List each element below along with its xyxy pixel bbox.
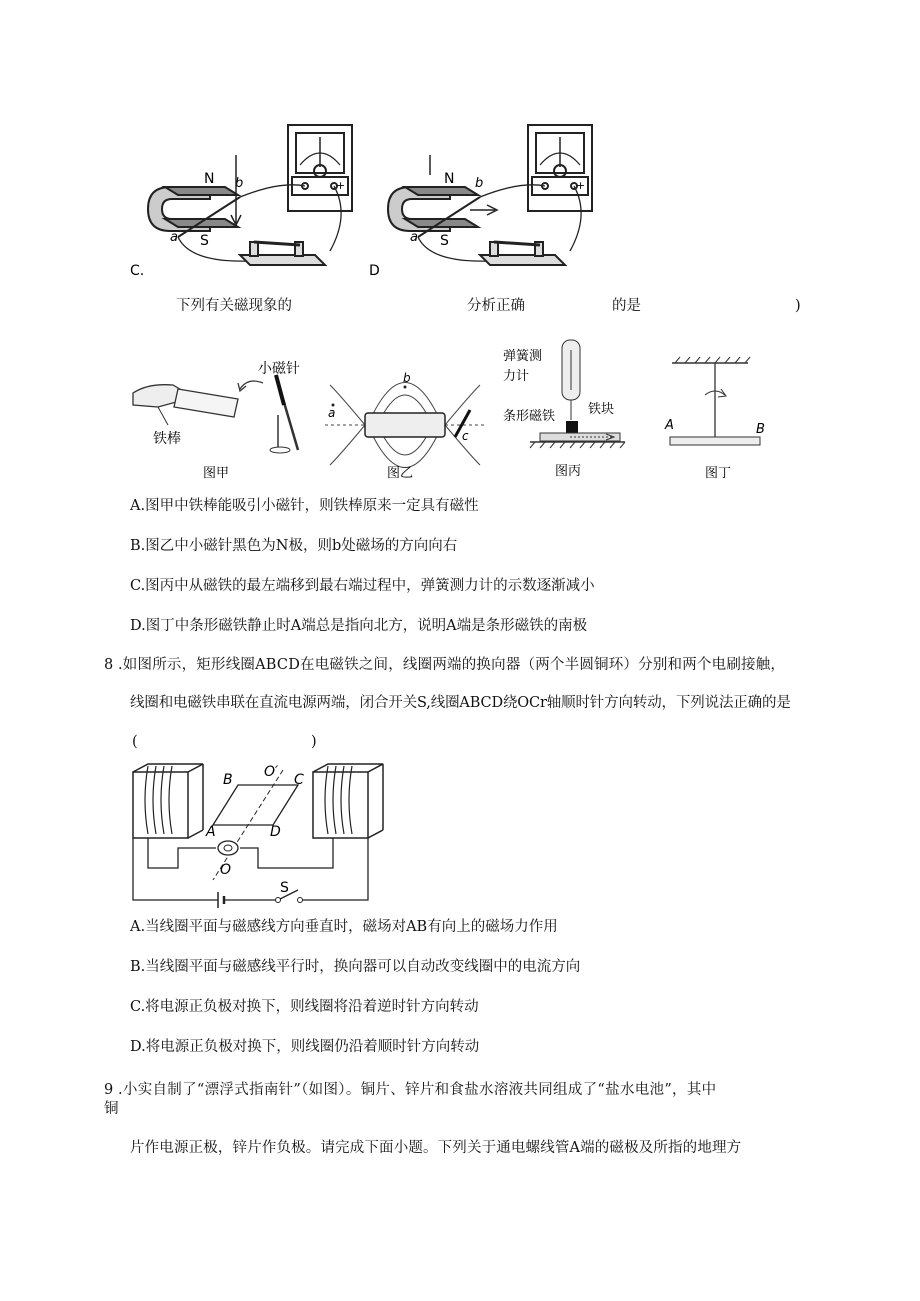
point-c: c (462, 429, 469, 443)
knife-switch (240, 242, 325, 265)
q9-line2: 片作电源正极，锌片作负极。请完成下面小题。下列关于通电螺线管A端的磁极及所指的地理方 (130, 1140, 742, 1156)
meter-plus-d: + (576, 179, 586, 192)
q9-line1: .小实自制了“漂浮式指南针”（如图）。铜片、锌片和食盐水溶液共同组成了“盐水电池”，其中 (118, 1082, 717, 1098)
end-a-c: a (170, 230, 178, 245)
galvanometer (288, 125, 352, 211)
meter-plus-c: + (336, 179, 346, 192)
point-a: a (328, 406, 336, 420)
q7-option-b[interactable]: B.图乙中小磁针黑色为N极，则b处磁场的方向向右 (130, 538, 458, 554)
figure-ding (660, 355, 780, 485)
q8-option-c[interactable]: C.将电源正负极对换下，则线圈将沿着逆时针方向转动 (130, 999, 479, 1015)
spring-label-1: 弹簧测 (503, 349, 543, 364)
axis-label-o: O (220, 862, 232, 878)
point-b: b (403, 371, 411, 385)
q8-paren-close: ) (311, 734, 317, 750)
end-b-ding: B (756, 422, 765, 437)
q7-stem-part1: 下列有关磁现象的 (176, 298, 292, 314)
pole-n-c: N (204, 171, 215, 187)
q8-option-a[interactable]: A.当线圈平面与磁感线方向垂直时，磁场对AB有向上的磁场力作用 (130, 919, 558, 935)
coil-label-b: B (223, 772, 233, 788)
end-b-d: b (475, 176, 484, 191)
figure-motor (128, 760, 398, 915)
option-c-label: C. (130, 263, 145, 279)
horseshoe-magnet (148, 187, 238, 231)
figure-bing (500, 335, 630, 480)
needle-label: 小磁针 (258, 361, 300, 377)
q9-number: 9 (104, 1082, 114, 1098)
end-a-ding: A (665, 418, 674, 433)
coil-label-a: A (206, 824, 216, 840)
spring-label-2: 力计 (503, 369, 530, 384)
end-a-d: a (410, 230, 418, 245)
pole-n-d: N (444, 171, 455, 187)
pole-s-d: S (440, 233, 449, 249)
q8-option-b[interactable]: B.当线圈平面与磁感线平行时，换向器可以自动改变线圈中的电流方向 (130, 959, 581, 975)
q8-line1: .如图所示，矩形线圈ABCD在电磁铁之间，线圈两端的换向器（两个半圆铜环）分别和两个电刷接触， (118, 657, 786, 673)
pole-s-c: S (200, 233, 209, 249)
caption-yi: 图乙 (387, 465, 414, 480)
q8-number: 8 (104, 657, 114, 673)
magnet-label: 条形磁铁 (503, 409, 556, 424)
q7-option-a[interactable]: A.图甲中铁棒能吸引小磁针，则铁棒原来一定具有磁性 (130, 498, 479, 514)
q8-paren-open: ( (132, 734, 138, 750)
q7-stem-paren: ) (795, 298, 801, 314)
q8-line2: 线圈和电磁铁串联在直流电源两端，闭合开关S,线圈ABCD绕OCr轴顺时针方向转动，下列说法正确的是 (130, 695, 791, 711)
rod-label: 铁棒 (153, 431, 181, 447)
caption-jia: 图甲 (203, 466, 230, 481)
end-b-c: b (235, 176, 244, 191)
q9-line1-wrap: 铜 (104, 1101, 119, 1117)
axis-label-o-prime: O′ (264, 764, 279, 780)
q7-option-d[interactable]: D.图丁中条形磁铁静止时A端总是指向北方，说明A端是条形磁铁的南极 (130, 618, 588, 634)
option-d-label: D (369, 263, 380, 279)
caption-ding: 图丁 (705, 466, 732, 481)
caption-bing: 图丙 (555, 464, 582, 479)
figure-jia (128, 355, 318, 485)
coil-label-c: C (294, 772, 304, 788)
q7-option-c[interactable]: C.图丙中从磁铁的最左端移到最右端过程中，弹簧测力计的示数逐渐减小 (130, 578, 595, 594)
q7-stem-part3: 的是 (612, 298, 641, 314)
iron-label: 铁块 (588, 402, 615, 417)
q8-option-d[interactable]: D.将电源正负极对换下，则线圈仍沿着顺时针方向转动 (130, 1039, 480, 1055)
figure-c (120, 115, 370, 285)
figure-d (360, 115, 610, 285)
q7-stem-part2: 分析正确 (467, 298, 525, 314)
switch-label-s: S (280, 880, 289, 896)
figure-yi (325, 365, 485, 490)
coil-label-d: D (270, 824, 281, 840)
